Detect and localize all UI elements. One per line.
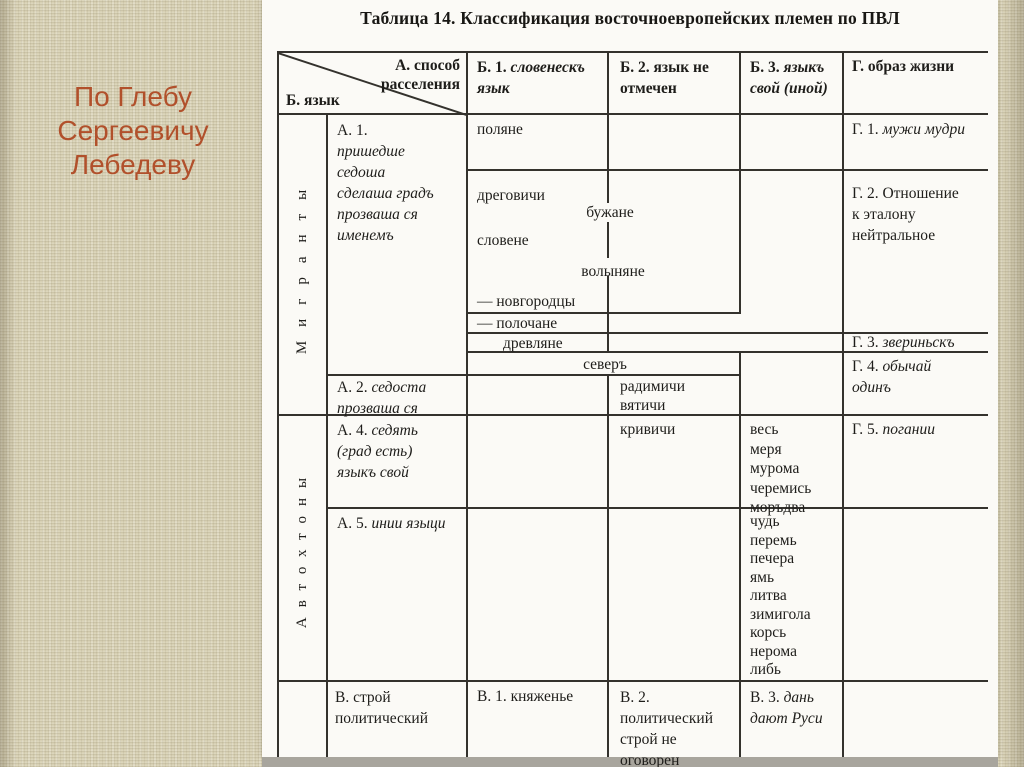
table-line (842, 51, 844, 757)
a1-line: прозваша ся (337, 206, 418, 223)
a1-line: сделаша градъ (337, 185, 434, 202)
table-line (739, 352, 741, 757)
a4-line: (град есть) (337, 443, 413, 460)
a4-line: языкъ свой (337, 464, 409, 481)
cell-g2 (852, 183, 959, 246)
table-line (739, 51, 741, 313)
g2-line: нейтральное (852, 227, 936, 244)
table-title: Таблица 14. Классификация восточноевропейских племен по ПВЛ (360, 8, 900, 28)
section-label-autochthons: Автохтоны (294, 467, 310, 629)
tribe-line: печера (750, 550, 795, 567)
header-b3-term: свой (иной) (750, 80, 828, 97)
v2-line: строй не (620, 731, 677, 748)
cell-finnic-lower (750, 513, 811, 680)
table-line (277, 113, 988, 115)
header-line: расселения (380, 76, 460, 93)
g4-num: Г. 4. (852, 358, 879, 375)
attribution-text (14, 80, 252, 182)
a4-line (337, 420, 418, 441)
v3-num: В. 3. (750, 689, 780, 706)
table-line (607, 375, 609, 757)
cell-drevlyane: древляне (503, 335, 563, 352)
v3-term: дают Руси (750, 710, 823, 727)
header-b1-num: Б. 1. (477, 59, 507, 76)
a1-line: пришедше (337, 143, 405, 160)
tribe-line: весь (750, 421, 779, 438)
tribe-line: мурома (750, 460, 800, 477)
table-line (607, 222, 609, 258)
cell-v2 (620, 687, 713, 767)
v2-line: политический (620, 710, 713, 727)
g3-term: звериньскъ (882, 334, 955, 351)
header-line (477, 57, 585, 78)
v2-line: В. 2. (620, 689, 650, 706)
cell-sever: северъ (583, 356, 627, 373)
cell-g4 (852, 356, 931, 398)
header-line: отмечен (620, 80, 677, 97)
g1-num: Г. 1. (852, 121, 879, 138)
cell-a1 (337, 120, 434, 246)
table-line (277, 51, 988, 53)
cell-vyatichi: вятичи (620, 397, 666, 414)
cell-volynyane: волыняне (581, 263, 645, 280)
section-label-migrants: Мигранты (294, 175, 310, 355)
tribe-line: меря (750, 440, 782, 458)
cell-a5 (337, 514, 446, 534)
v3-line (750, 687, 823, 708)
a4-term: седять (371, 422, 418, 439)
tribe-line: зимигола (750, 605, 811, 623)
tribe-line: чудь (750, 513, 780, 530)
header-b1 (477, 57, 585, 99)
g4-term: обычай (882, 358, 932, 375)
table-line (466, 51, 468, 757)
cell-radimichi: радимичи (620, 378, 686, 395)
table-line (277, 680, 988, 682)
tribe-line: моръдва (750, 499, 806, 516)
cell-a4 (337, 420, 418, 483)
tribe-line: либь (750, 661, 781, 678)
tribe-line: литва (750, 587, 787, 604)
header-b3-num: Б. 3. (750, 59, 780, 76)
tribe-line: корсь (750, 624, 787, 641)
cell-g3 (852, 333, 955, 353)
cell-polochane: — полочане (477, 315, 558, 332)
cell-polyane: поляне (477, 121, 523, 138)
g5-num: Г. 5. (852, 421, 879, 438)
a2-num: А. 2. (337, 379, 368, 396)
a2-term: прозваша ся (337, 400, 418, 417)
table-line (277, 51, 279, 757)
header-settlement-method (330, 56, 460, 94)
cell-novgorodtsy: — новгородцы (477, 293, 576, 310)
cell-v1: В. 1. княженье (477, 688, 574, 705)
v-line: политический (335, 710, 428, 727)
g2-line: Г. 2. Отношение (852, 185, 959, 202)
g4-term: одинъ (852, 379, 891, 396)
attribution-line: Лебедеву (70, 149, 196, 180)
cell-finnic-upper (750, 420, 811, 518)
table-line (326, 507, 988, 509)
g3-num: Г. 3. (852, 334, 879, 351)
attribution-line: По Глебу (73, 81, 193, 112)
cell-slovene: словене (477, 232, 529, 249)
cell-buzhane: бужане (586, 204, 634, 221)
header-b1-term: язык (477, 80, 510, 97)
header-line: А. способ (395, 57, 460, 74)
table-line (607, 276, 609, 352)
tribe-line: нерома (750, 642, 797, 660)
header-b2 (620, 57, 709, 99)
cell-krivichi: кривичи (620, 421, 676, 438)
a4-num: А. 4. (337, 422, 368, 439)
table-line (607, 51, 609, 203)
cell-v3 (750, 687, 823, 729)
a2-term: седоста (371, 379, 427, 396)
v3-term: дань (783, 689, 814, 706)
tribe-line: ямь (750, 568, 775, 586)
v2-line: оговорен (620, 752, 680, 767)
attribution-line: Сергеевичу (57, 115, 209, 146)
header-line (750, 57, 828, 78)
table-line (466, 169, 988, 171)
cell-v-label (335, 687, 428, 729)
a5-num: А. 5. (337, 515, 368, 532)
cell-a2 (337, 377, 426, 419)
g2-line: к эталону (852, 206, 916, 223)
header-b3-term: языкъ (783, 59, 825, 76)
tribe-line: черемись (750, 479, 812, 497)
cell-g5 (852, 420, 935, 440)
header-g: Г. образ жизни (852, 58, 955, 75)
a1-line: седоша (337, 164, 386, 181)
header-line: Б. 2. язык не (620, 59, 709, 76)
a1-num: А. 1. (337, 122, 368, 139)
table-line (326, 113, 328, 757)
cell-dregovichi: дреговичи (477, 187, 545, 204)
table-line (326, 374, 741, 376)
header-language: Б. язык (286, 92, 340, 109)
tribe-line: перемь (750, 531, 797, 549)
cell-g1 (852, 120, 965, 140)
a1-line: именемъ (337, 227, 394, 244)
header-b3 (750, 57, 828, 99)
g4-line (852, 356, 931, 377)
g1-term: мужи мудри (882, 121, 965, 138)
a5-term: инии языци (371, 515, 446, 532)
g5-term: погании (882, 421, 935, 438)
header-b1-term: словенескъ (510, 59, 585, 76)
v-line: В. строй (335, 689, 391, 706)
a2-line (337, 377, 426, 398)
